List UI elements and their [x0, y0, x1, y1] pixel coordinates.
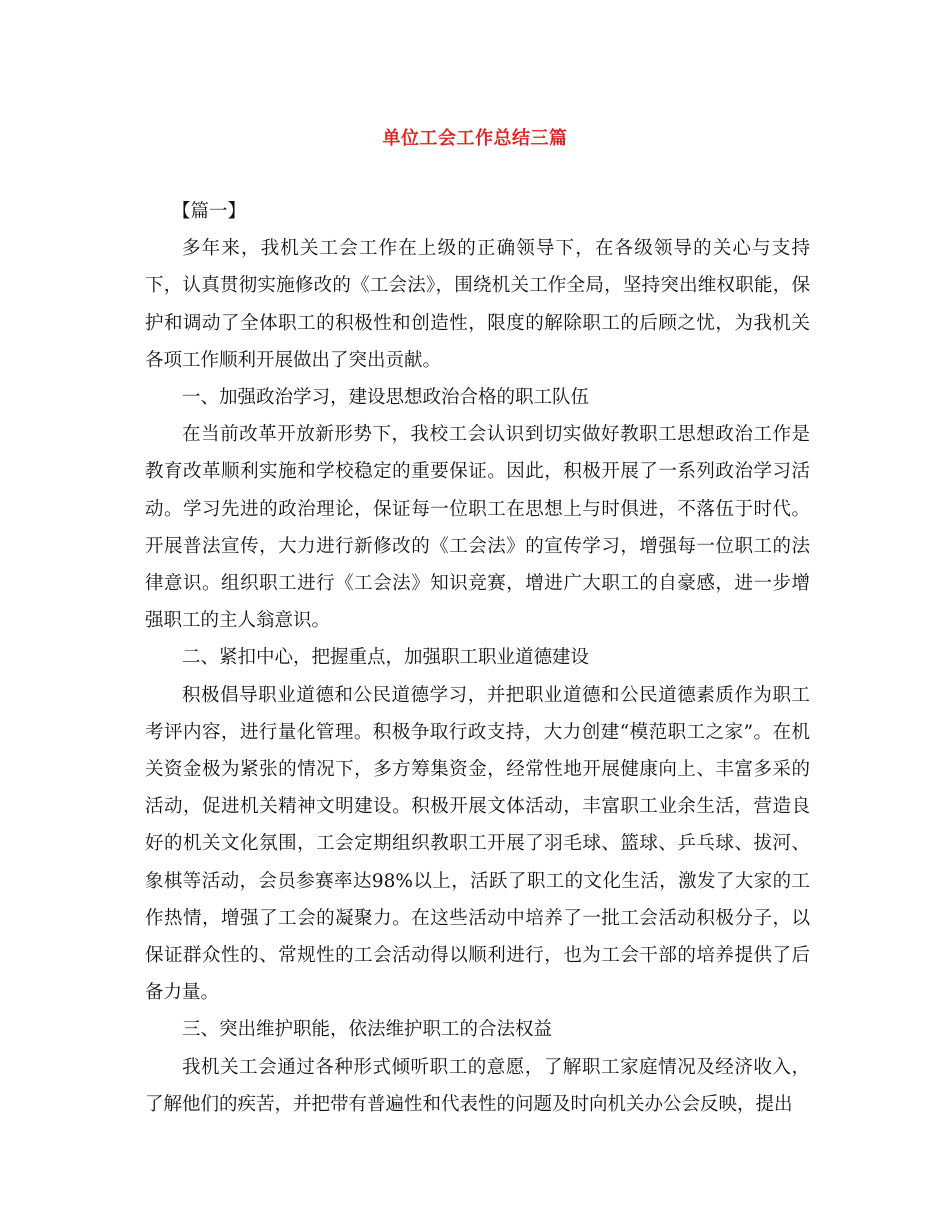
intro-paragraph: 多年来，我机关工会工作在上级的正确领导下，在各级领导的关心与支持下，认真贯彻实施修改的《工会法》，围绕机关工作全局，坚持突出维权职能，保护和调动了全体职工的积极性和创造性，限度的解除职工的后顾之忧，为我机关各项工作顺利开展做出了突出贡献。 [145, 238, 810, 371]
section-label: 【篇一】 [172, 201, 247, 222]
heading-two: 二、紧扣中心，把握重点，加强职工职业道德建设 [182, 647, 590, 669]
document-title: 单位工会工作总结三篇 [382, 128, 568, 149]
paragraph-two: 积极倡导职业道德和公民道德学习，并把职业道德和公民道德素质作为职工考评内容，进行量化管理。积极争取行政支持，大力创建“模范职工之家”。在机关资金极为紧张的情况下，多方筹集资金，经常性地开展健康向上、丰富多采的活动，促进机关精神文明建设。积极开展文体活动，丰富职工业余生活，营造良好的机关文化氛围，工会定期组织教职工开展了羽毛球、篮球、乒乓球、拔河、象棋等活动，会员参赛率达98%以上，活跃了职工的文化生活，激发了大家的工作热情，增强了工会的凝聚力。在这些活动中培养了一批工会活动积极分子，以保证群众性的、常规性的工会活动得以顺利进行，也为工会干部的培养提供了后备力量。 [145, 684, 810, 1004]
document-body [145, 193, 810, 1123]
paragraph-three: 我机关工会通过各种形式倾听职工的意愿，了解职工家庭情况及经济收入，了解他们的疾苦，并把带有普遍性和代表性的问题及时向机关办公会反映，提出 [145, 1056, 810, 1115]
paragraph-one: 在当前改革开放新形势下，我校工会认识到切实做好教职工思想政治工作是教育改革顺利实施和学校稳定的重要保证。因此，积极开展了一系列政治学习活动。学习先进的政治理论，保证每一位职工在思想上与时俱进，不落伍于时代。开展普法宣传，大力进行新修改的《工会法》的宣传学习，增强每一位职工的法律意识。组织职工进行《工会法》知识竞赛，增进广大职工的自豪感，进一步增强职工的主人翁意识。 [145, 424, 810, 632]
heading-one: 一、加强政治学习，建设思想政治合格的职工队伍 [182, 387, 590, 409]
heading-three: 三、突出维护职能，依法维护职工的合法权益 [182, 1019, 553, 1041]
